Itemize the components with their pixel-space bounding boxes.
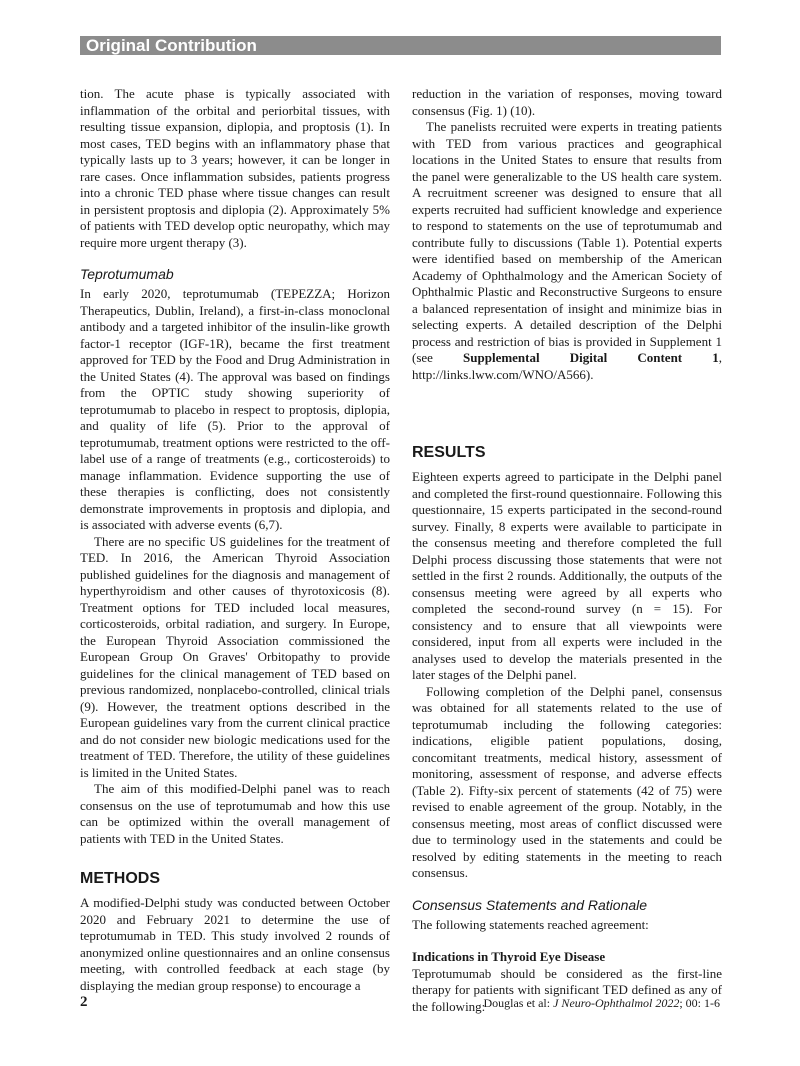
- body-paragraph: Teprotumumab should be considered as the first-line therapy for patients with significant TED defined as any of the following:: [412, 965, 722, 1014]
- section-banner: [80, 36, 721, 55]
- body-paragraph: [412, 119, 722, 383]
- body-paragraph: In early 2020, teprotumumab (TEPEZZA; Horizon Therapeutics, Dublin, Ireland), a first-in-class monoclonal antibody and a targeted inhibitor of the insulin-like growth factor-1 receptor (IGF-1R), became the first treatment approved for TED by the Food and Drug Administration in the United States (4). The approval was based on findings from the OPTIC study showing superiority of teprotumumab to placebo in respect to proptosis, diplopia, and quality of life (5). Prior to the approval of teprotumumab, treatment options were restricted to the off-label use of a range of treatments (e.g., corticosteroids) to manage inflammation. Evidence supporting the use of these therapies is conflicting, does not consistently demonstrate improvements in proptosis and diplopia, and is associated with adverse events (6,7).: [80, 286, 390, 532]
- body-paragraph: A modified-Delphi study was conducted between October 2020 and February 2021 to determine the use of teprotumumab in TED. This study involved 2 rounds of anonymized online questionnaires and an online consensus meeting, with controlled feedback at each stage (by displaying the median group response) to encourage a: [80, 895, 390, 993]
- left-column: [80, 86, 390, 994]
- body-paragraph: The aim of this modified-Delphi panel was to reach consensus on the use of teprotumumab and how this use can be optimized within the overall management of patients with TED in the United States.: [80, 781, 390, 846]
- footer-authors: Douglas et al:: [483, 996, 554, 1010]
- footer-pages: ; 00: 1-6: [679, 996, 720, 1010]
- section-heading-methods: METHODS: [80, 870, 160, 887]
- body-paragraph: Eighteen experts agreed to participate in the Delphi panel and completed the first-round questionnaire. Following this questionnaire, 15 experts participated in the second-round survey. Finally, 8 experts were available to participate in the consensus meeting and therefore completed the full Delphi process discussing those statements that were not settled in the first 2 rounds. Additionally, the outputs of the consensus meeting were agreed by all experts who completed the second-round survey (n = 15). For consistency and to ensure that all viewpoints were considered, input from all experts were included in the analyses used to develop the materials presented in the later stages of the Delphi panel.: [412, 469, 722, 682]
- right-column: [412, 86, 722, 1015]
- section-heading-results: RESULTS: [412, 444, 486, 461]
- footer-journal: J Neuro-Ophthalmol 2022: [553, 996, 680, 1010]
- subheading-teprotumumab: Teprotumumab: [80, 266, 174, 282]
- paragraph-text: The panelists recruited were experts in treating patients with TED from various practices and geographical locations in the United States to ensure that results from the panel were generalizable to the US health care system. A recruitment screener was designed to ensure that all experts recruited had sufficient knowledge and experience to respond to statements on the use of teprotumumab and contribute fully to discussions (Table 1). Potential experts were identified based on membership of the American Academy of Ophthalmology and the American Society of Ophthalmic Plastic and Reconstructive Surgeons to ensure a balanced representation of insight and minimize bias in selecting experts. A detailed description of the Delphi process and restriction of bias is provided in Supplement 1 (see: [412, 119, 722, 365]
- body-paragraph: The following statements reached agreement:: [412, 916, 649, 932]
- running-footer-citation: [483, 996, 720, 1011]
- body-paragraph: reduction in the variation of responses, moving toward consensus (Fig. 1) (10).: [412, 86, 722, 118]
- body-paragraph: tion. The acute phase is typically associated with inflammation of the orbital and periorbital tissues, with resulting tissue expansion, diplopia, and proptosis (1). In most cases, TED begins with an inflammatory phase that typically lasts up to 3 years; however, it can be longer in rare cases. Once inflammation subsides, patients progress into a chronic TED phase where tissue changes can result in persistent proptosis and diplopia (2). Approximately 5% of patients with TED develop optic neuropathy, which may require more urgent therapy (3).: [80, 86, 390, 250]
- subheading-indications: Indications in Thyroid Eye Disease: [412, 949, 606, 964]
- body-paragraph: Following completion of the Delphi panel, consensus was obtained for all statements related to the use of teprotumumab including the following categories: indications, eligible patient populations, dosing, concomitant treatments, medical history, assessment of monitoring, assessment of response, and adverse effects (Table 2). Fifty-six percent of statements (42 of 75) were revised to enable agreement of the group. Notably, in the consensus meeting, most areas of conflict discussed were due to terminology used in the statements and could be resolved by editing statements in the meeting to reach consensus.: [412, 683, 722, 880]
- section-label: Original Contribution: [86, 36, 257, 55]
- supplement-reference: Supplemental Digital Content 1: [463, 350, 719, 365]
- subheading-consensus: Consensus Statements and Rationale: [412, 896, 648, 913]
- page-number: 2: [80, 994, 88, 1010]
- body-paragraph: There are no specific US guidelines for the treatment of TED. In 2016, the American Thyroid Association published guidelines for the diagnosis and management of hyperthyroidism and other causes of thyrotoxicosis (8). Treatment options for TED included local measures, corticosteroids, orbital radiation, and surgery. In Europe, the European Thyroid Association commissioned the European Group On Graves' Orbitopathy to provide guidelines for the clinical management of TED based on previous randomized, nonplacebo-controlled, clinical trials (9). However, the treatment options described in the European guidelines vary from the current clinical practice and do not consider new biologic medications used for the treatment of TED. Therefore, the utility of these guidelines is limited in the United States.: [80, 533, 390, 780]
- supplement-link[interactable]: , http://links.lww.com/WNO/A566).: [412, 350, 722, 382]
